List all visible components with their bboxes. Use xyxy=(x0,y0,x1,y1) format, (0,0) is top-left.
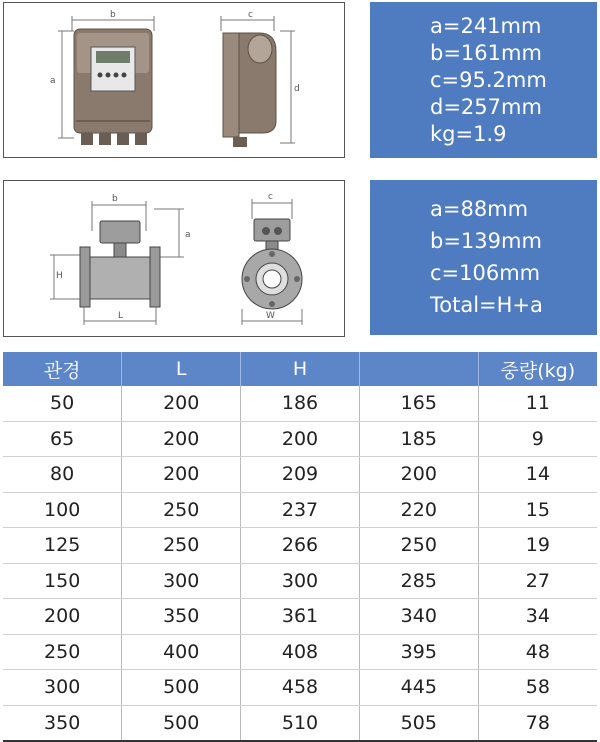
table-cell: 300 xyxy=(241,563,360,599)
header-blank xyxy=(359,352,478,386)
dim2-w-label: W xyxy=(266,311,275,321)
spec-c: c=95.2mm xyxy=(430,68,547,92)
table-cell: 361 xyxy=(241,599,360,635)
table-cell: 58 xyxy=(478,670,597,706)
table-cell: 200 xyxy=(122,421,241,457)
table-cell: 300 xyxy=(3,670,122,706)
dim2-b-label: b xyxy=(112,194,118,204)
table-cell: 186 xyxy=(241,386,360,421)
converter-drawing-panel xyxy=(3,2,345,158)
header-h: H xyxy=(241,352,360,386)
table-cell: 50 xyxy=(3,386,122,421)
table-cell: 250 xyxy=(122,492,241,528)
dim2-l-label: L xyxy=(118,311,124,321)
sensor-drawing-panel xyxy=(3,180,345,337)
dim-c-label: c xyxy=(248,10,253,20)
spec-a: a=241mm xyxy=(430,14,542,38)
table-cell: 408 xyxy=(241,634,360,670)
table-cell: 19 xyxy=(478,528,597,564)
table-cell: 250 xyxy=(359,528,478,564)
table-cell: 185 xyxy=(359,421,478,457)
table-row xyxy=(3,563,597,599)
table-cell: 458 xyxy=(241,670,360,706)
table-cell: 250 xyxy=(3,634,122,670)
dim-b-label: b xyxy=(110,10,116,20)
table-cell: 9 xyxy=(478,421,597,457)
table-cell: 165 xyxy=(359,386,478,421)
converter-side-housing xyxy=(223,33,239,137)
table-cell: 395 xyxy=(359,634,478,670)
table-cell: 80 xyxy=(3,457,122,493)
table-cell: 500 xyxy=(122,705,241,741)
table-cell: 78 xyxy=(478,705,597,741)
spec2-c: c=106mm xyxy=(430,261,541,285)
table-cell: 15 xyxy=(478,492,597,528)
header-weight: 중량(kg) xyxy=(478,352,597,386)
table-cell: 200 xyxy=(359,457,478,493)
table-row xyxy=(3,528,597,564)
table-row xyxy=(3,670,597,706)
table-cell: 285 xyxy=(359,563,478,599)
table-cell: 100 xyxy=(3,492,122,528)
table-header-row xyxy=(3,352,597,386)
converter-spec-box xyxy=(370,2,597,158)
table-cell: 510 xyxy=(241,705,360,741)
table-row xyxy=(3,634,597,670)
table-cell: 200 xyxy=(122,386,241,421)
converter-drawing xyxy=(4,3,344,157)
table-row xyxy=(3,705,597,741)
dim-d-label: d xyxy=(294,84,300,94)
dim2-a-label: a xyxy=(185,230,191,240)
table-cell: 11 xyxy=(478,386,597,421)
table-cell: 505 xyxy=(359,705,478,741)
spec-b: b=161mm xyxy=(430,41,542,65)
dim2-h-label: H xyxy=(56,271,63,281)
table-cell: 220 xyxy=(359,492,478,528)
table-cell: 400 xyxy=(122,634,241,670)
spec2-total: Total=H+a xyxy=(430,293,543,317)
table-cell: 266 xyxy=(241,528,360,564)
table-cell: 125 xyxy=(3,528,122,564)
table-cell: 200 xyxy=(3,599,122,635)
table-cell: 200 xyxy=(122,457,241,493)
table-cell: 14 xyxy=(478,457,597,493)
table-cell: 237 xyxy=(241,492,360,528)
table-cell: 48 xyxy=(478,634,597,670)
header-l: L xyxy=(122,352,241,386)
table-cell: 350 xyxy=(3,705,122,741)
spec-kg: kg=1.9 xyxy=(430,122,507,146)
table-row xyxy=(3,492,597,528)
table-cell: 445 xyxy=(359,670,478,706)
table-row xyxy=(3,386,597,421)
table-cell: 200 xyxy=(241,421,360,457)
spec2-a: a=88mm xyxy=(430,197,529,221)
header-diameter: 관경 xyxy=(3,352,122,386)
table-cell: 340 xyxy=(359,599,478,635)
table-cell: 350 xyxy=(122,599,241,635)
dim2-c-label: c xyxy=(268,192,273,202)
spec2-b: b=139mm xyxy=(430,229,542,253)
sensor-drawing xyxy=(4,181,344,336)
sensor-pipe xyxy=(84,257,156,299)
spec-d: d=257mm xyxy=(430,95,542,119)
dimension-table xyxy=(3,352,597,742)
table-cell: 209 xyxy=(241,457,360,493)
sensor-spec-box xyxy=(370,180,597,335)
table-row xyxy=(3,599,597,635)
table-row xyxy=(3,421,597,457)
table-cell: 500 xyxy=(122,670,241,706)
dim-a-label: a xyxy=(50,76,56,86)
table-cell: 300 xyxy=(122,563,241,599)
table-cell: 27 xyxy=(478,563,597,599)
table-cell: 150 xyxy=(3,563,122,599)
table-cell: 65 xyxy=(3,421,122,457)
table-cell: 34 xyxy=(478,599,597,635)
table-cell: 250 xyxy=(122,528,241,564)
table-row xyxy=(3,457,597,493)
